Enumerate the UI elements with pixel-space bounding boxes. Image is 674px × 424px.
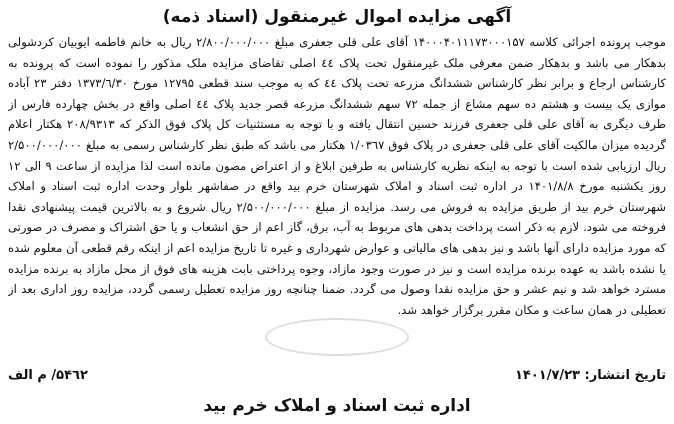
- reference-code: ۵۴٦۲/ م الف: [8, 367, 88, 383]
- publish-date: ۱۴۰۱/۷/۲۳: [514, 367, 580, 383]
- reference-code-group: [8, 368, 88, 383]
- publish-info-row: [8, 364, 666, 386]
- notice-title: آگهی مزایده اموال غیرمنقول (اسناد ذمه): [162, 7, 512, 27]
- issuer-name: اداره ثبت اسناد و املاک خرم بید: [203, 396, 471, 416]
- publish-date-group: [515, 368, 666, 383]
- notice-body: موجب پرونده اجرائی کلاسه ۱۴۰۰۰۴۰۱۱۱۷۳۰۰۰۱۵۷ آقای علی قلی جعفری مبلغ ۲/۸۰۰/۰۰۰/۰۰۰ ریال به خانم فاطمه ایوبیان کردشولی بدهکار می باشد و بدهکار ضمن معرفی ملک غیرمنقول تحت پلاک ٤٤ اصلی تقاضای مزایده ملک مذکور را نموده است که پرونده به کارشناس ارجاع و برابر نظر کارشناس ششدانگ مزرعه تحت پلاک ٤٤ که به موجب سند قطعی ۱۲۷۹۵ مورخ ۱۳۷۳/٦/۳۰ دفتر ۲۳ آباده موازی یک بیست و هشتم ده سهم مشاع از جمله ۷۲ سهم ششدانگ مزرعه قصر جدید پلاک ٤٤ اصلی واقع در بخش چهارده فارس از طرف دیگری به آقای علی قلی جعفری فرزند حسین انتقال یافته و با توجه به مستثنیات کل پلاک فوق الذکر که ۲۰۸/۹۳۱۳ هکتار اعلام گردیده میزان مالکیت آقای علی قلی جعفری در پلاک فوق ۱/۰۳٦۷ هکتار می باشد که طبق نظر کارشناس رسمی به مبلغ ۲/۵۰۰/۰۰۰/۰۰۰ ریال ارزیابی شده است با توجه به اینکه نظریه کارشناس به طرفین ابلاغ و از اعتراض مصون مانده است لذا مزایده از ساعت ۹ الی ۱۲ روز یکشنبه مورخ ۱۴۰۱/۸/۸ در اداره ثبت اسناد و املاک شهرستان خرم بید واقع در صفاشهر بلوار وحدت اداره ثبت اسناد و املاک شهرستان خرم بید از طریق مزایده به فروش می رسد. مزایده از مبلغ ۲/۵۰۰/۰۰۰/۰۰۰ ریال شروع و به بالاترین قیمت پیشنهادی نقدا فروخته می شود. لازم به ذکر است پرداخت بدهی های مربوط به آب، برق، گاز اعم از حق انشعاب و یا حق اشتراک و مصرف در صورتی که مورد مزایده دارای آنها باشد و نیز بدهی های مالیاتی و عوارض شهرداری و غیره تا تاریخ مزایده اعم از اینکه رقم قطعی آن معلوم شده یا نشده باشد به عهده برنده مزایده است و نیز در صورت وجود مازاد، وجوه پرداختی بابت هزینه های فوق از محل مازاد به برنده مزایده مسترد خواهد شد و نیم عشر و حق مزایده نقدا وصول می گردد. ضمنا چنانچه روز مزایده تعطیل رسمی گردد، مزایده روز اداری بعد از تعطیلی در همان ساعت و مکان مقرر برگزار خواهد شد.: [8, 35, 666, 317]
- publish-date-label: تاریخ انتشار:: [584, 367, 666, 383]
